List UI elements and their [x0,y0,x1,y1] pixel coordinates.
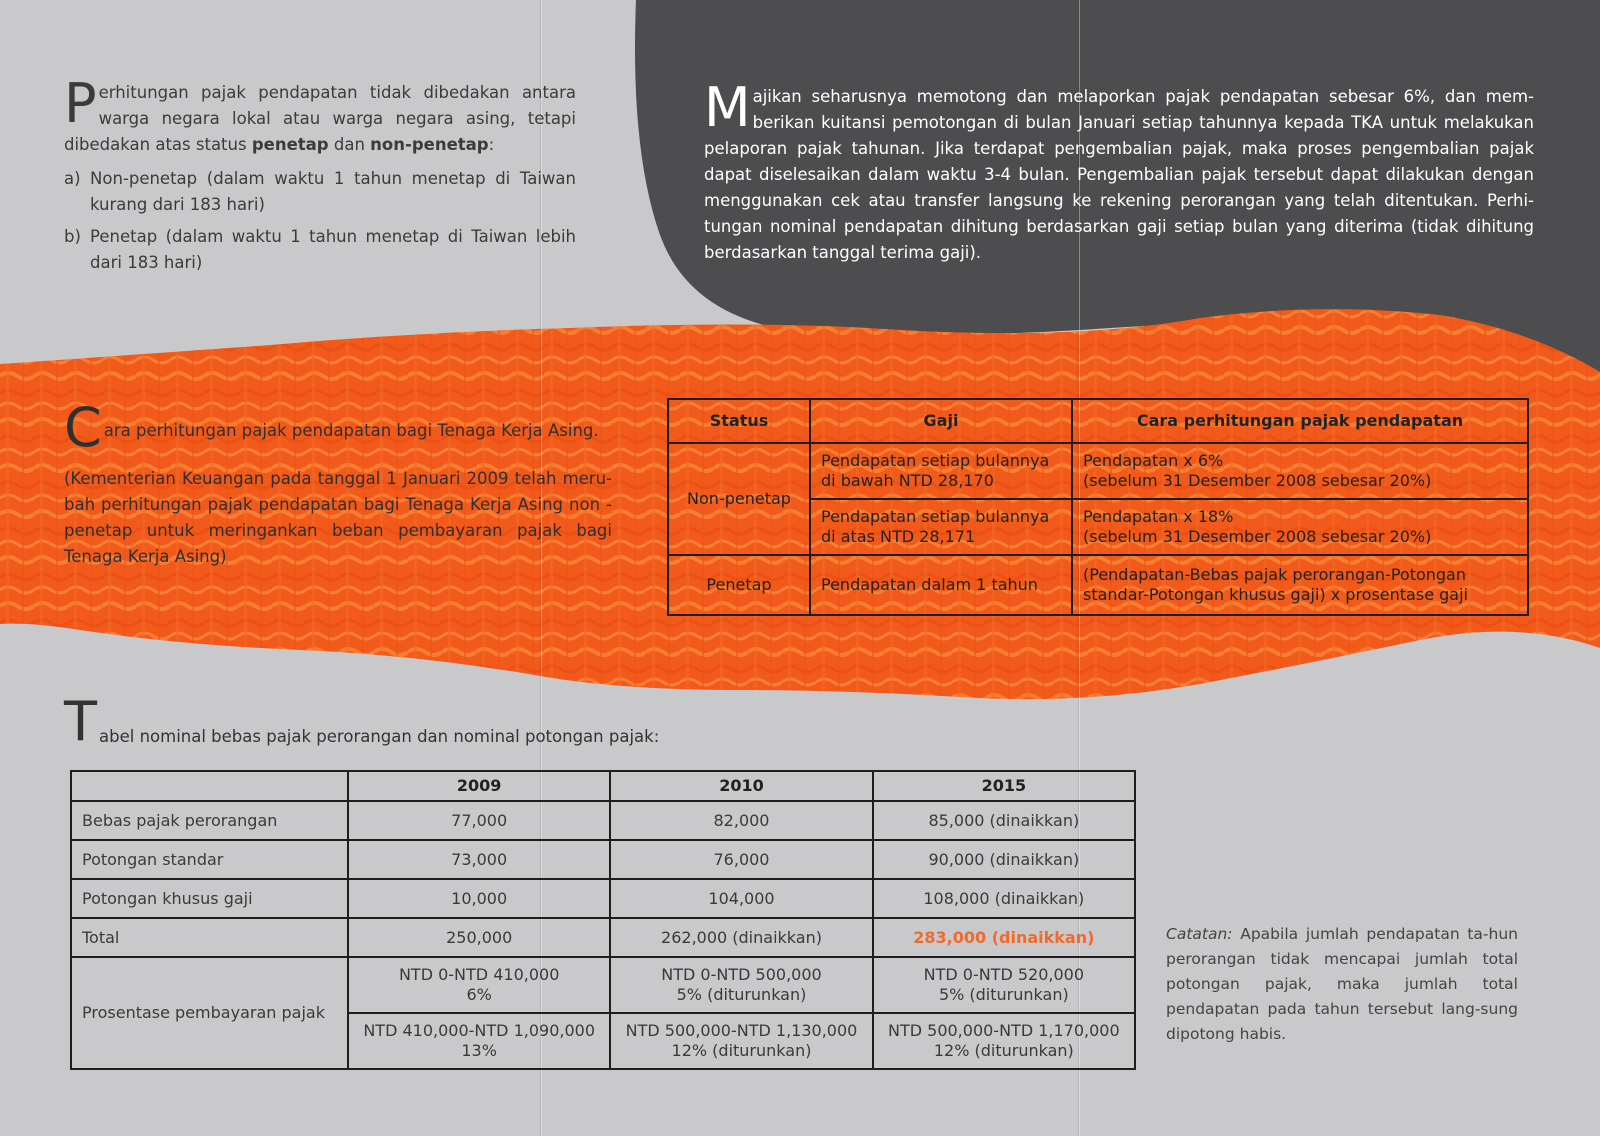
value-cell: 250,000 [348,918,610,957]
value-cell: 10,000 [348,879,610,918]
employer-paragraph: Majikan seharusnya memotong dan melaporkan pajak pendapatan sebesar 6%, dan mem-berikan kuitansi pemotongan di bulan Januari setiap tahunnya kepada TKA untuk melakukan pelaporan pajak tahunan. Jika terdapat pengembalian pajak, maka proses pengembalian pajak dapat diselesaikan dalam waktu 3-4 bulan. Pengembalian pajak tersebut dapat dilakukan dengan menggunakan cek atau transfer langsung ke rekening perorangan yang telah ditentukan. Perhi-tungan nominal pendapatan dihitung berdasarkan gaji setiap bulan yang diterima (tidak dihitung berdasarkan tanggal terima gaji). [704,76,1534,262]
value-cell: 90,000 (dinaikkan) [873,840,1135,879]
nominal-dropcap: T [64,690,97,753]
intro-section [64,72,576,282]
tax-method-table [667,398,1529,616]
method-cell: Pendapatan x 6% (sebelum 31 Desember 2008 sebesar 20%) [1072,443,1528,499]
method-cell: (Pendapatan-Bebas pajak perorangan-Potongan standar-Potongan khusus gaji) x prosentase gaji [1072,555,1528,615]
value-cell: 85,000 (dinaikkan) [873,801,1135,840]
column-header: Status [668,399,810,443]
intro-dropcap: P [64,72,97,135]
list-item: a) Non-penetap (dalam waktu 1 tahun menetap di Taiwan kurang dari 183 hari) [64,169,576,214]
status-definition-list [64,166,576,276]
table-row [71,957,1135,1013]
table-row [668,555,1528,615]
rate-cell: NTD 500,000-NTD 1,130,000 12% (diturunkan) [610,1013,872,1069]
value-cell: 262,000 (dinaikkan) [610,918,872,957]
tax-nominal-table [70,770,1136,1070]
non-penetap-term: non-penetap [370,135,489,154]
method-heading: C ara perhitungan pajak pendapatan bagi Tenaga Kerja Asing. [64,396,599,459]
row-label: Bebas pajak perorangan [71,801,348,840]
method-section [64,396,612,570]
table-row [668,443,1528,499]
rate-cell: NTD 410,000-NTD 1,090,000 13% [348,1013,610,1069]
empty-header-cell [71,771,348,801]
gaji-cell: Pendapatan setiap bulannya di bawah NTD 28,170 [810,443,1072,499]
table-row [71,840,1135,879]
value-cell: 108,000 (dinaikkan) [873,879,1135,918]
catatan-note: Catatan: Apabila jumlah pendapatan ta-hun perorangan tidak mencapai jumlah total potongan pajak, maka jumlah total pendapatan pada tahun tersebut lang-sung dipotong habis. [1166,925,1518,1043]
rate-cell: NTD 0-NTD 500,000 5% (diturunkan) [610,957,872,1013]
row-label: Potongan khusus gaji [71,879,348,918]
gaji-cell: Pendapatan dalam 1 tahun [810,555,1072,615]
method-note: (Kementerian Keuangan pada tanggal 1 Januari 2009 telah meru-bah perhitungan pajak pendapatan bagi Tenaga Kerja Asing non -penetap untuk meringankan beban pembayaran pajak bagi Tenaga Kerja Asing) [64,469,612,566]
value-cell: 77,000 [348,801,610,840]
employer-dropcap: M [704,76,751,139]
method-cell: Pendapatan x 18% (sebelum 31 Desember 2008 sebesar 20%) [1072,499,1528,555]
nominal-heading: T abel nominal bebas pajak perorangan dan nominal potongan pajak: [64,690,660,753]
row-label: Prosentase pembayaran pajak [71,957,348,1069]
year-header: 2009 [348,771,610,801]
table-row [71,801,1135,840]
status-cell: Penetap [668,555,810,615]
list-item: b) Penetap (dalam waktu 1 tahun menetap di Taiwan lebih dari 183 hari) [64,227,576,272]
rate-cell: NTD 0-NTD 520,000 5% (diturunkan) [873,957,1135,1013]
value-cell: 73,000 [348,840,610,879]
table-row [71,918,1135,957]
row-label: Potongan standar [71,840,348,879]
status-cell: Non-penetap [668,443,810,555]
column-header: Gaji [810,399,1072,443]
year-header: 2010 [610,771,872,801]
column-header: Cara perhitungan pajak pendapatan [1072,399,1528,443]
value-cell: 76,000 [610,840,872,879]
method-dropcap: C [64,396,102,459]
rate-cell: NTD 0-NTD 410,000 6% [348,957,610,1013]
catatan-label: Catatan: [1166,925,1233,943]
row-label: Total [71,918,348,957]
year-header: 2015 [873,771,1135,801]
value-cell: 104,000 [610,879,872,918]
intro-paragraph: Perhitungan pajak pendapatan tidak dibedakan antara warga negara lokal atau warga negara asing, tetapi dibedakan atas status penetap dan non-penetap: [64,72,576,154]
value-cell: 82,000 [610,801,872,840]
table-row [71,879,1135,918]
gaji-cell: Pendapatan setiap bulannya di atas NTD 28,171 [810,499,1072,555]
highlighted-total-cell: 283,000 (dinaikkan) [873,918,1135,957]
table-header-row [71,771,1135,801]
rate-cell: NTD 500,000-NTD 1,170,000 12% (diturunkan) [873,1013,1135,1069]
table-header-row [668,399,1528,443]
penetap-term: penetap [251,135,329,154]
